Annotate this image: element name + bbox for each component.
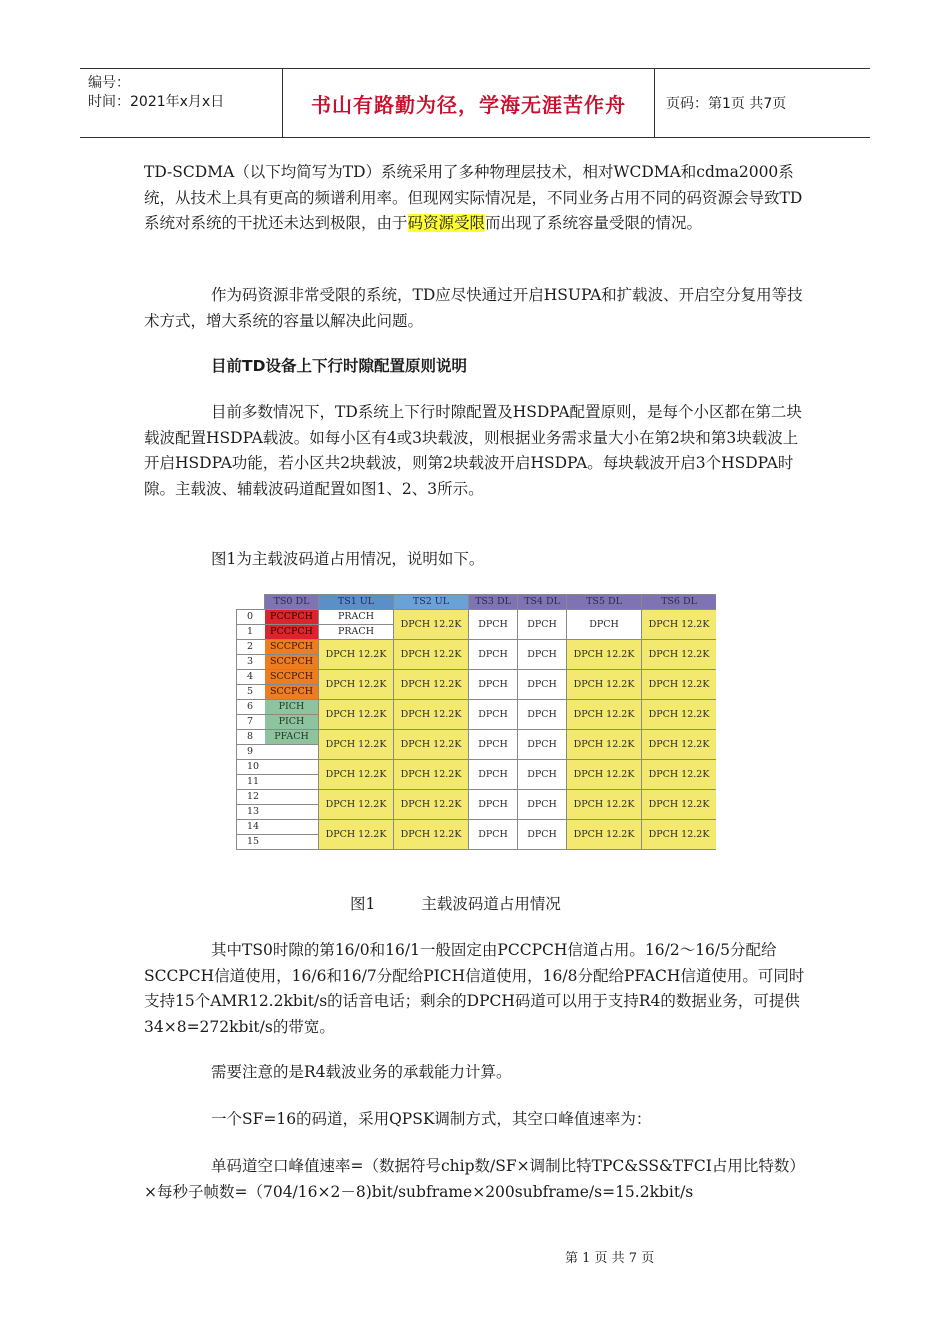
ts1-cell: DPCH 12.2K [319,670,394,700]
ts2-cell: DPCH 12.2K [394,790,469,820]
ts2-cell: DPCH 12.2K [394,730,469,760]
ts0-cell: PICH [265,715,319,730]
table-row [237,670,717,685]
column-header: TS6 DL [642,595,717,610]
table-body [237,610,717,850]
ts4-cell: DPCH [518,730,567,760]
ts4-cell: DPCH [518,790,567,820]
table-row [237,790,717,805]
ts5-cell: DPCH 12.2K [567,730,642,760]
ts3-cell: DPCH [469,640,518,670]
row-index: 9 [237,745,265,760]
ts2-cell: DPCH 12.2K [394,760,469,790]
ts2-cell: DPCH 12.2K [394,820,469,850]
ts1-cell: DPCH 12.2K [319,640,394,670]
table-row [237,640,717,655]
ts1-cell: DPCH 12.2K [319,820,394,850]
paragraph-5-text: 其中TS0时隙的第16/0和16/1一般固定由PCCPCH信道占用。16/2～16/5分配给SCCPCH信道使用，16/6和16/7分配给PICH信道使用，16/8分配给PFACH信道使用。可同时支持15个AMR12.2kbit/s的话音电话；剩余的DPCH码道可以用于支持R4的数据业务，可提供34×8=272kbit/s的带宽。 [144,941,805,1036]
column-header: TS5 DL [567,595,642,610]
ts1-cell: DPCH 12.2K [319,790,394,820]
paragraph-4-text: 图1为主载波码道占用情况，说明如下。 [211,550,485,568]
column-header: TS4 DL [518,595,567,610]
ts6-cell: DPCH 12.2K [642,700,717,730]
page-header [80,68,870,138]
ts4-cell: DPCH [518,700,567,730]
row-index: 4 [237,670,265,685]
number-label: 编号： [88,75,130,91]
ts2-cell: DPCH 12.2K [394,640,469,670]
row-index: 8 [237,730,265,745]
paragraph-3-text: 目前多数情况下，TD系统上下行时隙配置及HSDPA配置原则，是每个小区都在第二块载波配置HSDPA载波。如每小区有4或3块载波，则根据业务需求量大小在第2块和第3块载波上开启HSDPA功能，若小区共2块载波，则第2块载波开启HSDPA。每块载波开启3个HSDPA时隙。主载波、辅载波码道配置如图1、2、3所示。 [144,403,803,498]
table-row [237,760,717,775]
time-label: 时间：2021年x月x日 [88,94,225,110]
row-index: 12 [237,790,265,805]
caption-label: 图1 [350,895,376,913]
figure-caption [350,892,561,914]
ts4-cell: DPCH [518,610,567,640]
ts1-cell: PRACH [319,625,394,640]
table-row [237,730,717,745]
ts0-cell: SCCPCH [265,640,319,655]
intro-text-end: 而出现了系统容量受限的情况。 [485,214,703,232]
ts3-cell: DPCH [469,610,518,640]
paragraph-8-text: 单码道空口峰值速率=（数据符号chip数/SF×调制比特TPC&SS&TFCI占用比特数）×每秒子帧数=（704/16×2－8)bit/subframe×200subframe/s=15.2kbit/s [144,1157,805,1201]
paragraph-7-text: 一个SF=16的码道，采用QPSK调制方式，其空口峰值速率为： [211,1110,652,1128]
ts3-cell: DPCH [469,820,518,850]
paragraph-4 [144,547,809,573]
ts6-cell: DPCH 12.2K [642,640,717,670]
ts5-cell: DPCH [567,610,642,640]
row-index: 6 [237,700,265,715]
ts4-cell: DPCH [518,820,567,850]
ts0-cell: PCCPCH [265,610,319,625]
ts4-cell: DPCH [518,640,567,670]
ts0-cell: PCCPCH [265,625,319,640]
section-heading: 目前TD设备上下行时隙配置原则说明 [211,357,467,375]
ts0-cell [265,775,319,790]
row-index: 11 [237,775,265,790]
paragraph-8 [144,1154,809,1205]
ts2-cell: DPCH 12.2K [394,670,469,700]
header-meta [80,69,280,137]
intro-paragraph [144,160,809,237]
intro-text: TD-SCDMA（以下均简写为TD）系统采用了多种物理层技术，相对WCDMA和cdma2000系统，从技术上具有更高的频谱利用率。但现网实际情况是，不同业务占用不同的码资源会导致TD系统对系统的干扰还未达到极限，由于 [144,163,803,232]
ts5-cell: DPCH 12.2K [567,790,642,820]
ts2-cell: DPCH 12.2K [394,610,469,640]
ts3-cell: DPCH [469,730,518,760]
ts6-cell: DPCH 12.2K [642,820,717,850]
ts6-cell: DPCH 12.2K [642,730,717,760]
ts4-cell: DPCH [518,670,567,700]
ts0-cell: SCCPCH [265,655,319,670]
ts0-cell: PFACH [265,730,319,745]
column-header: TS3 DL [469,595,518,610]
paragraph-5 [144,938,809,1040]
row-index: 0 [237,610,265,625]
page-footer: 第 1 页 共 7 页 [565,1251,655,1266]
ts6-cell: DPCH 12.2K [642,760,717,790]
header-page-label: 页码：第1页 共7页 [666,96,787,112]
ts3-cell: DPCH [469,700,518,730]
paragraph-6 [144,1060,809,1086]
ts6-cell: DPCH 12.2K [642,790,717,820]
ts0-cell: SCCPCH [265,685,319,700]
corner-cell [237,595,265,610]
row-index: 14 [237,820,265,835]
column-header: TS2 UL [394,595,469,610]
header-motto: 书山有路勤为径，学海无涯苦作舟 [311,92,626,117]
row-index: 10 [237,760,265,775]
ts0-cell [265,805,319,820]
row-index: 15 [237,835,265,850]
paragraph-2 [144,283,809,334]
code-channel-table [236,594,716,850]
highlighted-text: 码资源受限 [407,214,486,232]
ts5-cell: DPCH 12.2K [567,820,642,850]
row-index: 1 [237,625,265,640]
ts0-cell [265,760,319,775]
row-index: 7 [237,715,265,730]
column-header: TS1 UL [319,595,394,610]
ts0-cell [265,835,319,850]
table-row [237,610,717,625]
carrier-code-channel-figure [236,594,716,851]
ts3-cell: DPCH [469,790,518,820]
ts3-cell: DPCH [469,670,518,700]
table-header-row [237,595,717,610]
ts0-cell [265,745,319,760]
table-row [237,700,717,715]
ts1-cell: DPCH 12.2K [319,760,394,790]
ts0-cell [265,820,319,835]
paragraph-3 [144,400,809,502]
paragraph-2-text: 作为码资源非常受限的系统，TD应尽快通过开启HSUPA和扩载波、开启空分复用等技术方式，增大系统的容量以解决此问题。 [144,286,803,330]
paragraph-6-text: 需要注意的是R4载波业务的承载能力计算。 [211,1063,512,1081]
ts3-cell: DPCH [469,760,518,790]
ts1-cell: DPCH 12.2K [319,730,394,760]
ts6-cell: DPCH 12.2K [642,610,717,640]
ts0-cell [265,790,319,805]
table-row [237,820,717,835]
ts2-cell: DPCH 12.2K [394,700,469,730]
row-index: 2 [237,640,265,655]
ts5-cell: DPCH 12.2K [567,670,642,700]
header-divider [654,69,655,137]
row-index: 3 [237,655,265,670]
ts5-cell: DPCH 12.2K [567,760,642,790]
paragraph-7 [144,1107,809,1133]
ts4-cell: DPCH [518,760,567,790]
ts1-cell: PRACH [319,610,394,625]
ts0-cell: SCCPCH [265,670,319,685]
row-index: 5 [237,685,265,700]
ts6-cell: DPCH 12.2K [642,670,717,700]
caption-title: 主载波码道占用情况 [421,895,561,913]
ts5-cell: DPCH 12.2K [567,700,642,730]
column-header: TS0 DL [265,595,319,610]
row-index: 13 [237,805,265,820]
ts0-cell: PICH [265,700,319,715]
ts1-cell: DPCH 12.2K [319,700,394,730]
ts5-cell: DPCH 12.2K [567,640,642,670]
